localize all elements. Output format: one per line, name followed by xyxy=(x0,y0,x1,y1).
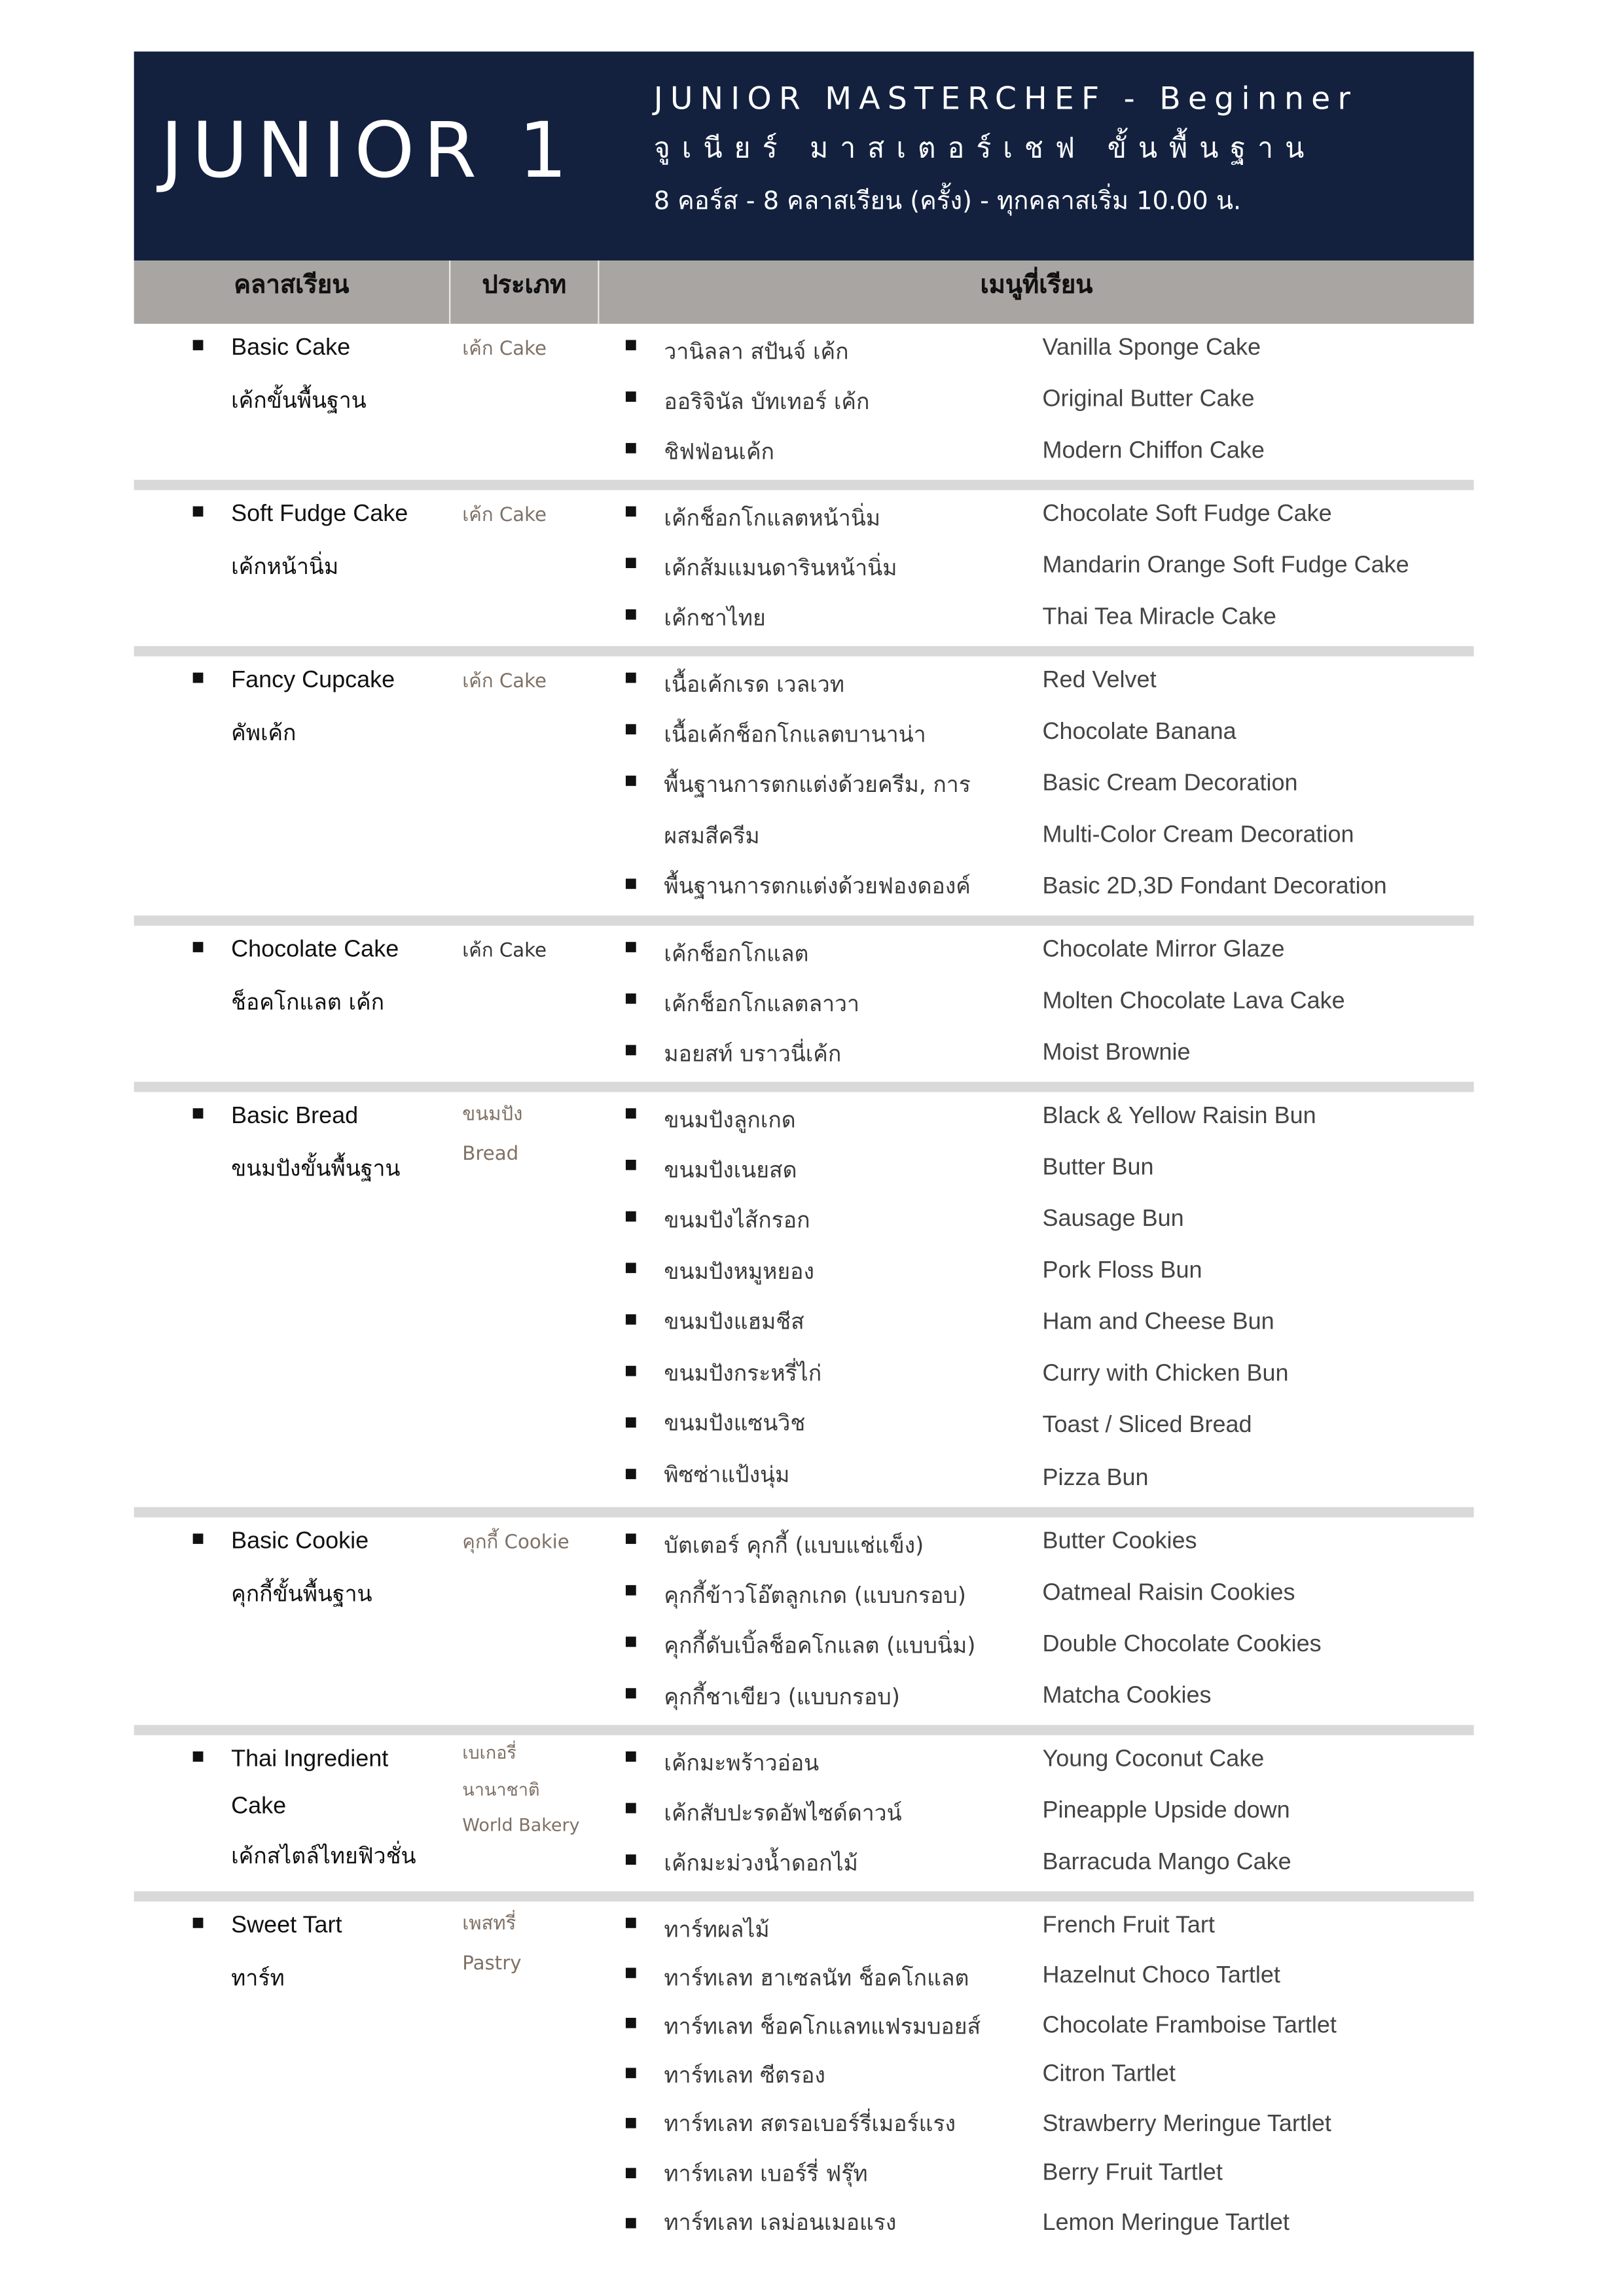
class-type: นานาชาติ xyxy=(462,1779,540,1801)
bullet-icon xyxy=(193,1751,204,1762)
menu-item-en: Barracuda Mango Cake xyxy=(1042,1850,1291,1875)
class-type: เค้ก Cake xyxy=(462,671,547,694)
menu-item-th: พิซซ่าแป้งนุ่ม xyxy=(664,1461,790,1488)
class-type: World Bakery xyxy=(462,1814,580,1836)
menu-item-th: เค้กมะพร้าวอ่อน xyxy=(664,1749,820,1777)
bullet-icon xyxy=(626,1160,636,1170)
bullet-icon xyxy=(626,2068,636,2078)
bullet-icon xyxy=(626,2218,636,2229)
class-name-en: Basic Bread xyxy=(231,1103,359,1129)
bullet-icon xyxy=(626,558,636,568)
class-section xyxy=(134,1735,1474,1901)
menu-item-en: Butter Bun xyxy=(1042,1155,1154,1181)
section-divider xyxy=(134,1725,1474,1735)
class-name-th: ช็อคโกแลต เค้ก xyxy=(231,989,385,1016)
bullet-icon xyxy=(626,1417,636,1427)
menu-item-en: Pineapple Upside down xyxy=(1042,1798,1290,1824)
bullet-icon xyxy=(193,507,204,517)
class-type: เค้ก Cake xyxy=(462,940,547,963)
class-name-th: เค้กหน้านิ่ม xyxy=(231,553,339,580)
menu-item-en: Black & Yellow Raisin Bun xyxy=(1042,1103,1316,1129)
menu-item-en: Young Coconut Cake xyxy=(1042,1747,1265,1772)
menu-item-en: Oatmeal Raisin Cookies xyxy=(1042,1581,1295,1606)
menu-item-en: Toast / Sliced Bread xyxy=(1042,1412,1252,1438)
class-name-th: คัพเค้ก xyxy=(231,719,297,747)
menu-item-en: Chocolate Soft Fudge Cake xyxy=(1042,501,1332,528)
menu-item-th: เค้กส้มแมนดารินหน้านิ่ม xyxy=(664,554,897,582)
menu-item-th: บัตเตอร์ คุกกี้ (แบบแช่แข็ง) xyxy=(664,1532,924,1559)
menu-item-th: ออริจินัล บัทเทอร์ เค้ก xyxy=(664,388,870,416)
bullet-icon xyxy=(626,1688,636,1698)
menu-item-th: ทาร์ทผลไม้ xyxy=(664,1916,770,1943)
menu-item-en: Berry Fruit Tartlet xyxy=(1042,2161,1223,2186)
menu-item-en: Red Velvet xyxy=(1042,668,1157,694)
menu-item-th: ทาร์ทเลท สตรอเบอร์รี่เมอร์แรง xyxy=(664,2110,956,2138)
bullet-icon xyxy=(626,1534,636,1544)
bullet-icon xyxy=(626,776,636,786)
menu-item-th: ขนมปังแซนวิช xyxy=(664,1410,806,1437)
menu-item-en: Basic 2D,3D Fondant Decoration xyxy=(1042,874,1387,899)
menu-item-th: มอยสท์ บราวนี่เค้ก xyxy=(664,1040,842,1067)
class-type: ขนมปัง xyxy=(462,1103,523,1126)
bullet-icon xyxy=(626,1968,636,1979)
menu-item-th: วานิลลา สปันจ์ เค้ก xyxy=(664,338,849,365)
bullet-icon xyxy=(626,2168,636,2178)
bullet-icon xyxy=(626,1211,636,1222)
table-header xyxy=(134,260,1474,324)
menu-item-en: Strawberry Meringue Tartlet xyxy=(1042,2111,1331,2138)
bullet-icon xyxy=(626,2018,636,2028)
menu-item-en: Modern Chiffon Cake xyxy=(1042,439,1265,464)
bullet-icon xyxy=(193,673,204,683)
menu-item-th: เค้กมะม่วงน้ำดอกไม้ xyxy=(664,1850,858,1877)
section-divider xyxy=(134,916,1474,926)
menu-item-th: เนื้อเค้กช็อกโกแลตบานาน่า xyxy=(664,721,926,748)
class-name-th: เค้กสไตล์ไทยฟิวชั่น xyxy=(231,1842,416,1869)
menu-item-en: Curry with Chicken Bun xyxy=(1042,1361,1289,1387)
section-divider xyxy=(134,1892,1474,1902)
menu-item-th: คุกกี้ดับเบิ้ลช็อคโกแลต (แบบนิ่ม) xyxy=(664,1632,976,1659)
menu-item-en: Pork Floss Bun xyxy=(1042,1258,1202,1283)
menu-item-en: Ham and Cheese Bun xyxy=(1042,1310,1274,1335)
column-header-class: คลาสเรียน xyxy=(134,260,451,324)
class-section xyxy=(134,1092,1474,1518)
bullet-icon xyxy=(626,1585,636,1596)
class-name-en: Chocolate Cake xyxy=(231,937,399,963)
menu-item-en: Citron Tartlet xyxy=(1042,2062,1176,2087)
menu-item-en: Original Butter Cake xyxy=(1042,387,1255,412)
section-divider xyxy=(134,1507,1474,1518)
menu-item-th: เค้กช็อกโกแลตหน้านิ่ม xyxy=(664,505,881,531)
menu-item-en: Mandarin Orange Soft Fudge Cake xyxy=(1042,553,1409,579)
class-section xyxy=(134,1517,1474,1735)
menu-item-en: Thai Tea Miracle Cake xyxy=(1042,605,1276,630)
menu-item-th: พื้นฐานการตกแต่งด้วยฟองดองค์ xyxy=(664,872,971,899)
section-divider xyxy=(134,646,1474,656)
menu-item-th: เค้กช็อกโกแลตลาวา xyxy=(664,990,859,1017)
menu-item-th: เนื้อเค้กเรด เวลเวท xyxy=(664,671,845,698)
course-title-en: JUNIOR MASTERCHEF - Beginner xyxy=(653,81,1358,117)
class-section xyxy=(134,656,1474,926)
column-header-type: ประเภท xyxy=(450,260,599,324)
column-header-menu: เมนูที่เรียน xyxy=(980,270,1093,300)
class-name-en: Sweet Tart xyxy=(231,1913,342,1939)
class-section xyxy=(134,490,1474,656)
class-type: เพสทรี่ xyxy=(462,1913,516,1936)
class-name-th: เค้กขั้นพื้นฐาน xyxy=(231,387,367,414)
bullet-icon xyxy=(626,1366,636,1376)
bullet-icon xyxy=(626,1045,636,1056)
class-name-en: Thai Ingredient xyxy=(231,1747,389,1772)
class-type: เบเกอรี่ xyxy=(462,1742,516,1763)
course-info: 8 คอร์ส - 8 คลาสเรียน (ครั้ง) - ทุกคลาสเริ่ม 10.00 น. xyxy=(653,187,1242,217)
bullet-icon xyxy=(193,1108,204,1119)
bullet-icon xyxy=(626,1108,636,1119)
menu-item-th: เค้กช็อกโกแลต xyxy=(664,940,809,967)
menu-item-en: Butter Cookies xyxy=(1042,1529,1197,1554)
bullet-icon xyxy=(626,1263,636,1273)
menu-item-en: French Fruit Tart xyxy=(1042,1913,1215,1939)
bullet-icon xyxy=(626,1803,636,1814)
bullet-icon xyxy=(626,340,636,350)
class-name-en: Basic Cake xyxy=(231,335,351,361)
class-type: เค้ก Cake xyxy=(462,338,547,361)
bullet-icon xyxy=(193,942,204,952)
menu-item-th: ขนมปังกระหรี่ไก่ xyxy=(664,1359,822,1387)
menu-item-en: Molten Chocolate Lava Cake xyxy=(1042,989,1345,1014)
bullet-icon xyxy=(626,994,636,1004)
bullet-icon xyxy=(626,724,636,734)
bullet-icon xyxy=(626,507,636,517)
class-name-th: ขนมปังขั้นพื้นฐาน xyxy=(231,1155,401,1182)
menu-item-th: ทาร์ทเลท ซีตรอง xyxy=(664,2062,825,2089)
class-name-en-line2: Cake xyxy=(231,1794,287,1820)
bullet-icon xyxy=(626,1637,636,1647)
header-banner xyxy=(134,52,1474,260)
menu-item-en: Multi-Color Cream Decoration xyxy=(1042,823,1354,848)
menu-item-th: ขนมปังไส้กรอก xyxy=(664,1206,810,1234)
menu-item-en: Pizza Bun xyxy=(1042,1465,1149,1491)
class-name-th: คุกกี้ขั้นพื้นฐาน xyxy=(231,1581,372,1607)
bullet-icon xyxy=(626,609,636,620)
class-type: คุกกี้ Cookie xyxy=(462,1532,569,1554)
menu-item-en: Vanilla Sponge Cake xyxy=(1042,335,1261,361)
menu-item-en: Chocolate Mirror Glaze xyxy=(1042,937,1285,963)
bullet-icon xyxy=(626,1314,636,1325)
bullet-icon xyxy=(626,1918,636,1928)
class-name-th: ทาร์ท xyxy=(231,1965,285,1992)
bullet-icon xyxy=(626,443,636,454)
menu-item-th: ขนมปังลูกเกด xyxy=(664,1107,796,1134)
class-section xyxy=(134,324,1474,490)
menu-item-th: ชิฟฟ่อนเค้ก xyxy=(664,439,774,465)
bullet-icon xyxy=(626,2118,636,2128)
level-title: JUNIOR 1 xyxy=(160,107,577,196)
menu-item-th: พื้นฐานการตกแต่งด้วยครีม, การ xyxy=(664,771,971,798)
menu-item-th: คุกกี้ชาเขียว (แบบกรอบ) xyxy=(664,1683,900,1710)
menu-item-en: Basic Cream Decoration xyxy=(1042,771,1298,797)
bullet-icon xyxy=(626,942,636,952)
menu-item-th: ขนมปังแฮมชีส xyxy=(664,1308,804,1335)
class-section xyxy=(134,1901,1474,2262)
class-name-en: Fancy Cupcake xyxy=(231,668,395,694)
menu-item-th: ผสมสีครีม xyxy=(664,823,760,850)
section-divider xyxy=(134,480,1474,490)
menu-item-en: Lemon Meringue Tartlet xyxy=(1042,2210,1290,2236)
course-title-th: จูเนียร์ มาสเตอร์เชฟ ขั้นพื้นฐาน xyxy=(653,132,1316,165)
bullet-icon xyxy=(193,1534,204,1544)
menu-item-th: ขนมปังหมูหยอง xyxy=(664,1258,814,1285)
class-type: Pastry xyxy=(462,1953,522,1975)
menu-item-th: เค้กสับปะรดอัพไซด์ดาวน์ xyxy=(664,1800,902,1827)
menu-item-en: Hazelnut Choco Tartlet xyxy=(1042,1963,1280,1988)
bullet-icon xyxy=(626,1469,636,1479)
menu-item-th: ทาร์ทเลท ช็อคโกแลทแฟรมบอยส์ xyxy=(664,2013,981,2040)
menu-item-th: ทาร์ทเลท เบอร์รี่ ฟรุ๊ท xyxy=(664,2161,868,2187)
class-section xyxy=(134,925,1474,1092)
menu-item-en: Chocolate Framboise Tartlet xyxy=(1042,2013,1337,2039)
menu-item-th: ขนมปังเนยสด xyxy=(664,1157,797,1183)
bullet-icon xyxy=(193,340,204,350)
bullet-icon xyxy=(626,1751,636,1762)
menu-item-en: Double Chocolate Cookies xyxy=(1042,1632,1322,1658)
class-type: เค้ก Cake xyxy=(462,505,547,528)
bullet-icon xyxy=(626,878,636,889)
bullet-icon xyxy=(626,1854,636,1865)
class-type: Bread xyxy=(462,1143,519,1166)
menu-item-th: เค้กชาไทย xyxy=(664,605,766,632)
menu-item-en: Moist Brownie xyxy=(1042,1040,1191,1066)
menu-item-en: Chocolate Banana xyxy=(1042,719,1236,745)
menu-item-th: ทาร์ทเลท ฮาเซลนัท ช็อคโกแลต xyxy=(664,1965,969,1992)
menu-item-th: คุกกี้ข้าวโอ๊ตลูกเกด (แบบกรอบ) xyxy=(664,1582,966,1609)
menu-item-en: Matcha Cookies xyxy=(1042,1683,1212,1709)
bullet-icon xyxy=(193,1918,204,1928)
class-name-en: Soft Fudge Cake xyxy=(231,501,408,528)
menu-item-th: ทาร์ทเลท เลม่อนเมอแรง xyxy=(664,2209,897,2236)
class-name-en: Basic Cookie xyxy=(231,1529,369,1554)
bullet-icon xyxy=(626,391,636,402)
section-divider xyxy=(134,1082,1474,1092)
menu-item-en: Sausage Bun xyxy=(1042,1206,1184,1232)
bullet-icon xyxy=(626,673,636,683)
